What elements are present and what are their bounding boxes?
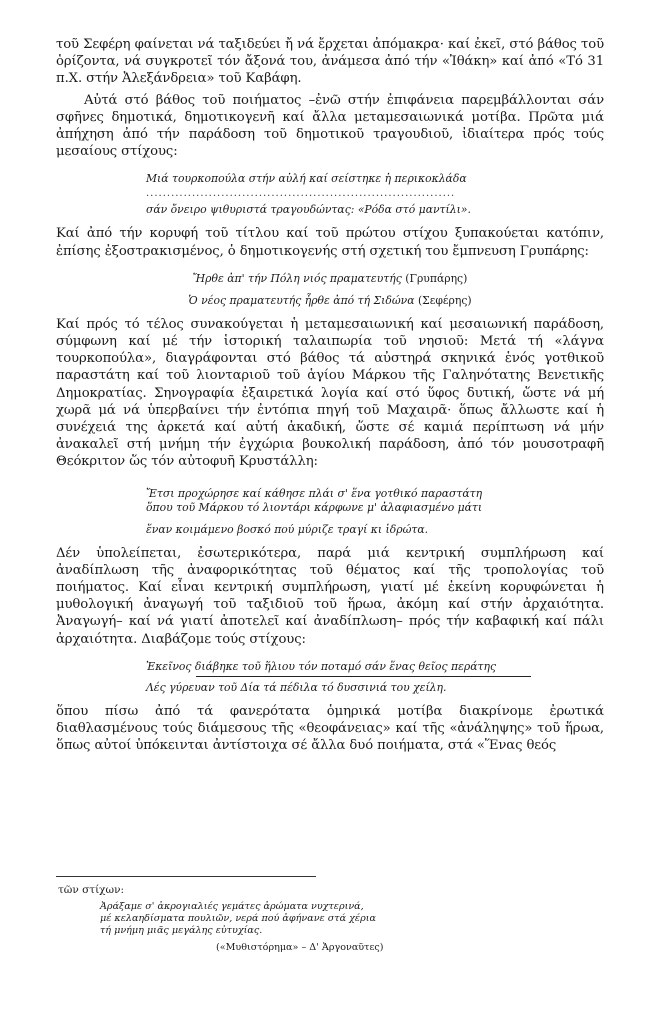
- paragraph-5: Δέν ὑπολείπεται, ἐσωτερικότερα, παρά μιά κεντρική συμπλήρωση καί ἀναδίπλωση τῆς ἀναφορικότητας τοῦ θέματος καί τῆς τροπολογίας τοῦ ποιήματος. Καί εἶναι κεντρική συμπλήρωση, γιατί μέ ἐκείνη κορυφώνεται ἡ μυθολογική ἀναγωγή τοῦ ταξιδιοῦ τοῦ ἥρωα, ἀκόμη καί στήν ἀρχαιότητα. Ἀναγωγή– καί νά γιατί ἀποτελεῖ καί ἀναδίπλωση– πρός τήν καβαφική καί πάλι ἀρχαιότητα. Διαβάζομε τούς στίχους:: [56, 545, 604, 647]
- verse-line-seferis: [56, 294, 604, 308]
- verse-text: Ἤρθε ἀπ' τήν Πόλη νιός πραματευτής: [192, 271, 402, 285]
- paragraph-6: ὅπου πίσω ἀπό τά φανερότατα ὁμηρικά μοτίβα διακρίνομε ἐρωτικά διαθλασμένους τούς διάμεσους τῆς «θεοφάνειας» καί τῆς «ἀνάληψης» τοῦ ἥρωα, ὅπως αὐτοί ὑπόκεινται ἀντίστοιχα σέ ἄλλα δυό ποιήματα, στά «Ἕνας θεός: [56, 703, 604, 754]
- footnote-divider: [56, 876, 316, 877]
- verse-line: ὅπου τοῦ Μάρκου τό λιοντάρι κάρφωνε μ' ἀλαφιασμένο μάτι: [146, 500, 483, 514]
- verse-line: Μιά τουρκοπούλα στήν αὐλή καί σείστηκε ἡ περικοκλάδα: [146, 172, 467, 186]
- paragraph-4: Καί πρός τό τέλος συνακούγεται ἡ μεταμεσαιωνική καί μεσαιωνική παράδοση, σύμφωνη καί μέ τήν ἱστορική ταλαιπωρία τοῦ νησιοῦ: Μετά τή «λάγνα τουρκοπούλα», διαγράφονται στό βάθος τά αὐστηρά σκηνικά ἑνός γοτθικοῦ παραστάτη καί τοῦ λιονταριοῦ τοῦ ἁγίου Μάρκου τῆς Γαληνότατης Βενετικῆς Δημοκρατίας. Σηνογραφία ἐξαιρετικά λογία καί στό ὕφος δυτική, ὥστε νά μή χωρᾶ μά νά ὑπερβαίνει τήν ἐντόπια πηγή τοῦ Μαχαιρᾶ· ὅπως ἄλλωστε καί ἡ συνέχειά της ἀρκετά καί αὐτή ἀκαδική, ὥστε σέ καμιά περίπτωση νά μήν ἀνακαλεῖ στή μνήμη τήν ἐγχώρια βουκολική παράδοση, ἀπό τόν μουσοτραφῆ Θεόκριτον ὥς τόν αὐτοφυῆ Κρυστάλλη:: [56, 316, 604, 470]
- paragraph-1: τοῦ Σεφέρη φαίνεται νά ταξιδεύει ἤ νά ἔρχεται ἀπόμακρα· καί ἐκεῖ, στό βάθος τοῦ ὁρίζοντα, νά συγκροτεῖ τόν ἄξονά του, ἀνάμεσα ἀπό τήν «Ἰθάκη» καί ἀπό «Τό 31 π.Χ. στήν Ἀλεξάνδρεια» τοῦ Καβάφη.: [56, 37, 604, 87]
- footnote-verse: τή μνήμη μιᾶς μεγάλης εὐτυχίας.: [100, 925, 263, 937]
- verse-rule: [196, 676, 531, 677]
- ellipsis-dots: ..........................................................................: [146, 188, 456, 200]
- paragraph-3: Καί ἀπό τήν κορυφή τοῦ τίτλου καί τοῦ πρώτου στίχου ξυπακούεται κατόπιν, ἐπίσης ἐξοστρακισμένος, ὁ δημοτικογενής στή σχετική του ἔμπνευση Γρυπάρης:: [56, 226, 604, 259]
- verse-source: (Γρυπάρης): [405, 271, 468, 285]
- footnote-heading: τῶν στίχων:: [58, 884, 125, 896]
- verse-line: Ἐκεῖνος διάβηκε τοῦ ἥλιου τόν ποταμό σάν ἕνας θεῖος περάτης: [146, 659, 496, 673]
- document-page: [56, 36, 604, 758]
- verse-line: Λές γύρευαν τοῦ Δία τά πέδιλα τό δυσσινιά του χείλη.: [146, 680, 447, 694]
- verse-line-grypari: [56, 272, 604, 286]
- verse-source: (Σεφέρης): [417, 293, 472, 307]
- verse-text: Ὁ νέος πραματευτής ἦρθε ἀπό τή Σιδώνα: [188, 293, 415, 307]
- paragraph-2: Αὐτά στό βάθος τοῦ ποιήματος –ἐνῶ στήν ἐπιφάνεια παρεμβάλλονται σάν σφῆνες δημοτικά, δημοτικογενῆ καί ἄλλα μεταμεσαιωνικά μοτίβα. Πρῶτα μιά ἀπήχηση ἀπό τήν παράδοση τοῦ δημοτικοῦ τραγουδιοῦ, ἰδιαίτερα πρός τούς μεσαίους στίχους:: [56, 92, 604, 160]
- footnote-source: («Μυθιστόρημα» – Δ' Ἀργοναῦτες): [216, 941, 384, 953]
- footnote-verse: μέ κελαηδίσματα πουλιῶν, νερά πού ἀφήνανε στά χέρια: [100, 913, 376, 925]
- verse-line: σάν ὄνειρο ψιθυριστά τραγουδώντας: «Ρόδα στό μαντίλι».: [146, 203, 471, 217]
- verse-line: Ἔτσι προχώρησε καί κάθησε πλάι σ' ἕνα γοτθικό παραστάτη: [146, 486, 483, 500]
- footnote: [56, 884, 604, 954]
- verse-line: ἕναν κοιμάμενο βοσκό πού μύριζε τραγί κι ἱδρώτα.: [146, 522, 429, 536]
- footnote-verse: Ἀράξαμε σ' ἀκρογιαλιές γεμάτες ἀρώματα νυχτερινά,: [100, 901, 364, 912]
